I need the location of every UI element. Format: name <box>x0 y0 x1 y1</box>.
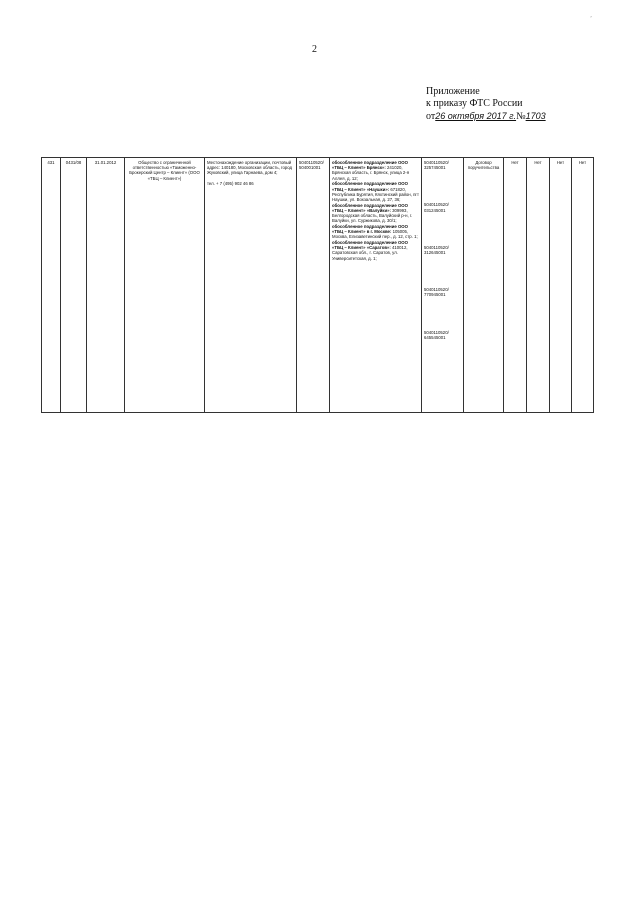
branch-item: обособленное подразделение ООО «ТБЦ – Клиент» «Наушки»: 671820, Республика Бурятия, Кяхтинский район, пгт Наушки, ул. Вокзальная, д. 27, 36; <box>332 181 419 202</box>
order-date-line <box>426 110 546 123</box>
appendix-label: Приложение <box>426 86 480 97</box>
branches-cell <box>330 158 422 413</box>
number-sign: № <box>516 111 526 122</box>
branch-item: обособленное подразделение ООО «ТБЦ – Клиент» «Валуйки»: 309993, Белгородская область, Валуйский р-н, г. Валуйки, ул. Суржикова, д. 30/1; <box>332 202 413 224</box>
branch-kpp: 5040110520/ 325745001 <box>424 160 449 171</box>
organization-name: Общество с ограниченной ответственностью «Таможенно-Брокерский Центр – Клиент» (ООО «ТБЦ – Клиент») <box>125 158 205 413</box>
col-d-value: Нет <box>572 158 594 413</box>
organization-location: Местонахождение организации, почтовый адрес: 140180, Московская область, город Жуковский, улица Гарнаева, дом 4; <box>207 160 293 176</box>
customs-representatives-register <box>41 157 594 413</box>
inclusion-basis: Договор поручительства <box>464 158 504 413</box>
order-number: 1703 <box>525 111 546 121</box>
corner-mark: ’ <box>590 16 592 22</box>
branch-kpp: 5040110520/ 645545001 <box>424 329 449 340</box>
table-row <box>42 158 594 413</box>
col-b-value: Нет <box>527 158 550 413</box>
page-number: 2 <box>312 44 317 55</box>
branch-item: обособленное подразделение ООО «ТБЦ – Клиент» «Саратов»: 410012, Саратовская обл., г. Саратов, ул. Университетская, д. 1; <box>332 240 408 261</box>
row-number: 431 <box>42 158 61 413</box>
col-a-value: Нет <box>504 158 527 413</box>
organization-address-cell <box>205 158 297 413</box>
order-header <box>426 86 546 123</box>
date-prefix: от <box>426 111 436 122</box>
order-date: 26 октября 2017 г. <box>435 111 517 121</box>
branch-kpp: 5040110520/ 031245001 <box>424 202 449 213</box>
branch-kpp: 5040110520/ 312645001 <box>424 244 449 256</box>
branch-item: обособленное подразделение ООО «ТБЦ – Клиент» в г. Москве: 105005, Москва, Елизаветинский пер., д. 12, стр. 1; <box>332 223 418 240</box>
branch-kpp: 5040110520/ 770945001 <box>424 287 449 298</box>
branch-item: обособленное подразделение ООО «ТБЦ – Клиент» Брянск»: 241020, Брянская область, г. Брянск, улица 2-я Аллея, д. 12; <box>332 160 410 181</box>
registration-date: 31.01.2012 <box>87 158 125 413</box>
inn-kpp: 5040110520/ 504001001 <box>297 158 330 413</box>
organization-phone: тел. + 7 (495) 902 46 86 <box>207 180 254 186</box>
registration-number: 0431/08 <box>61 158 87 413</box>
order-reference: к приказу ФТС России <box>426 98 523 109</box>
branch-kpp-cell <box>422 158 464 413</box>
col-c-value: Нет <box>550 158 572 413</box>
